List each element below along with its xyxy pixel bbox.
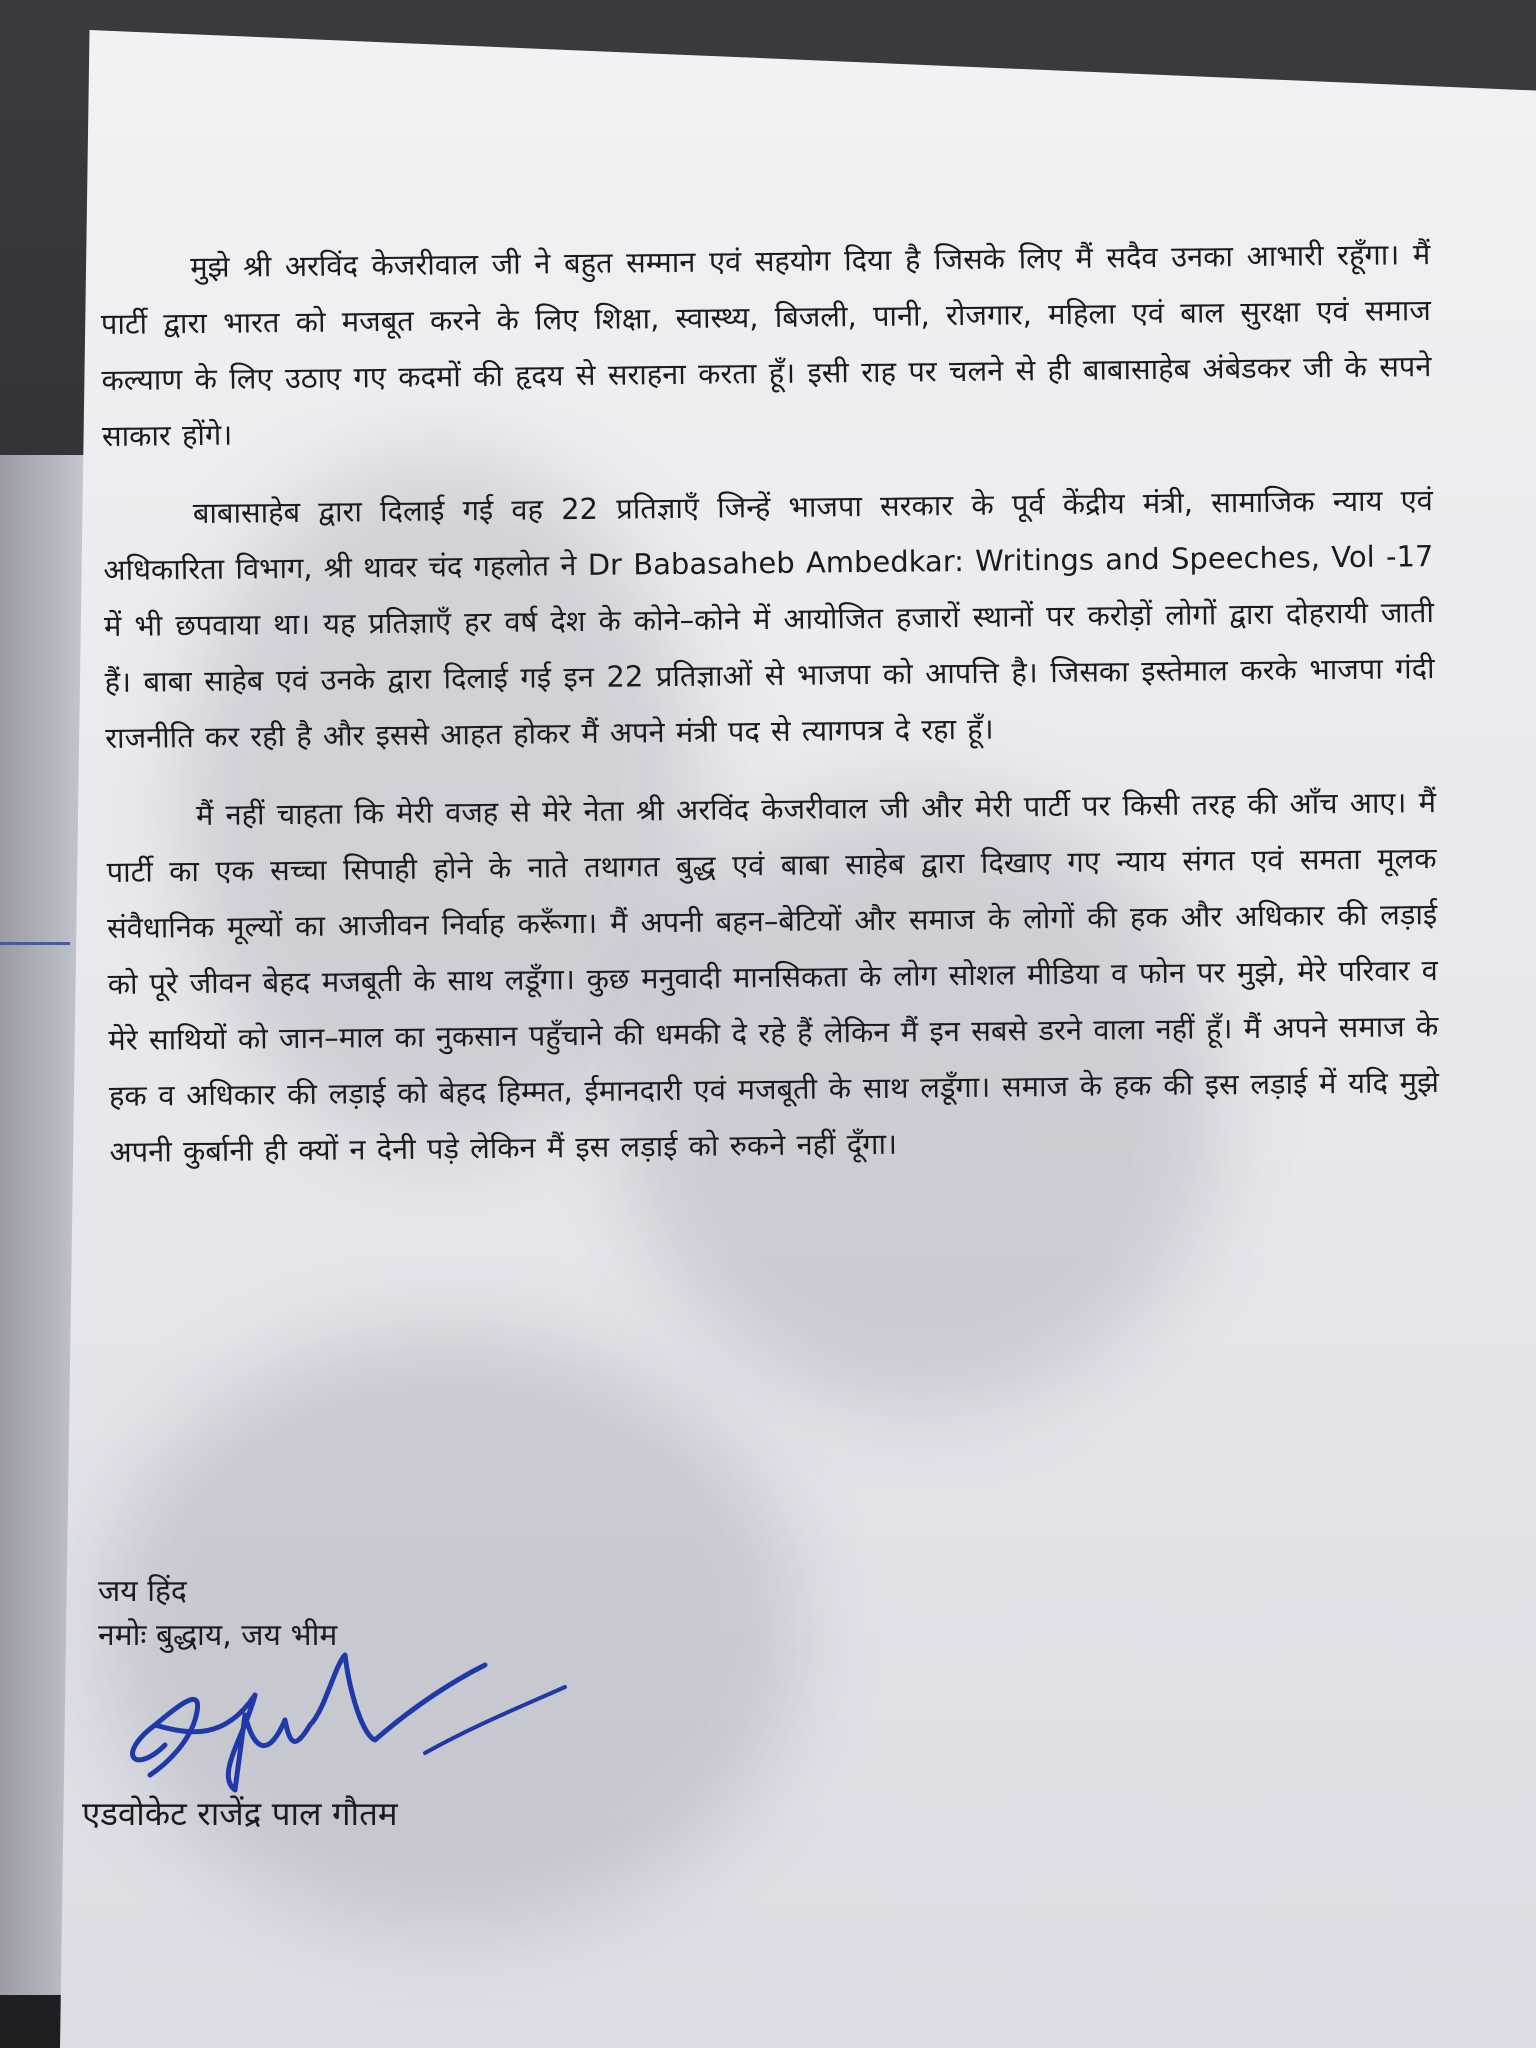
paragraph-resolve: मैं नहीं चाहता कि मेरी वजह से मेरे नेता श्री अरविंद केजरीवाल जी और मेरी पार्टी पर किसी तरह की आँच आए। मैं पार्टी का एक सच्चा सिपाही होने के नाते तथागत बुद्ध एवं बाबा साहेब द्वारा दिखाए गए न्याय संगत एवं समता मूलक संवैधानिक मूल्यों का आजीवन निर्वाह करूँगा। मैं अपनी बहन–बेटियों और समाज के लोगों की हक और अधिकार की लड़ाई को पूरे जीवन बेहद मजबूती के साथ लडूँगा। कुछ मनुवादी मानसिकता के लोग सोशल मीडिया व फोन पर मुझे, मेरे परिवार व मेरे साथियों को जान–माल का नुकसान पहुँचाने की धमकी दे रहे हैं लेकिन मैं इन सबसे डरने वाला नहीं हूँ। मैं अपने समाज के हक व अधिकार की लड़ाई को बेहद हिम्मत, ईमानदारी एवं मजबूती के साथ लडूँगा। समाज के हक की इस लड़ाई में यदि मुझे अपनी कुर्बानी ही क्यों न देनी पड़े लेकिन मैं इस लड़ाई को रुकने नहीं दूँगा। — [106, 785, 1440, 1169]
paragraph-gratitude: मुझे श्री अरविंद केजरीवाल जी ने बहुत सम्मान एवं सहयोग दिया है जिसके लिए मैं सदैव उनका आभारी रहूँगा। मैं पार्टी द्वारा भारत को मजबूत करने के लिए शिक्षा, स्वास्थ्य, बिजली, पानी, रोजगार, महिला एवं बाल सुरक्षा एवं समाज कल्याण के लिए उठाए गए कदमों की हृदय से सराहना करता हूँ। इसी राह पर चलने से ही बाबासाहेब अंबेडकर जी के सपने साकार होंगे। — [100, 237, 1432, 453]
handwritten-signature — [95, 1625, 615, 1805]
underlying-paper-line — [0, 942, 70, 945]
letter-body — [100, 226, 1440, 1202]
signer-name: एडवोकेट राजेंद्र पाल गौतम — [82, 1794, 398, 1833]
closing-blessing: नमोः बुद्धाय, जय भीम — [98, 1618, 338, 1653]
closing-salutation: जय हिंद — [98, 1574, 187, 1609]
paragraph-pledges: बाबासाहेब द्वारा दिलाई गई वह 22 प्रतिज्ञाएँ जिन्हें भाजपा सरकार के पूर्व केंद्रीय मंत्री, सामाजिक न्याय एवं अधिकारिता विभाग, श्री थावर चंद गहलोत ने Dr Babasaheb Ambedkar: Writings and Speeches, Vol -17 में भी छपवाया था। यह प्रतिज्ञाएँ हर वर्ष देश के कोने–कोने में आयोजित हजारों स्थानों पर करोड़ों लोगों द्वारा दोहरायी जाती हैं। बाबा साहेब एवं उनके द्वारा दिलाई गई इन 22 प्रतिज्ञाओं से भाजपा को आपत्ति है। जिसका इस्तेमाल करके भाजपा गंदी राजनीति कर रही है और इससे आहत होकर मैं अपने मंत्री पद से त्यागपत्र दे रहा हूँ। — [103, 483, 1435, 755]
